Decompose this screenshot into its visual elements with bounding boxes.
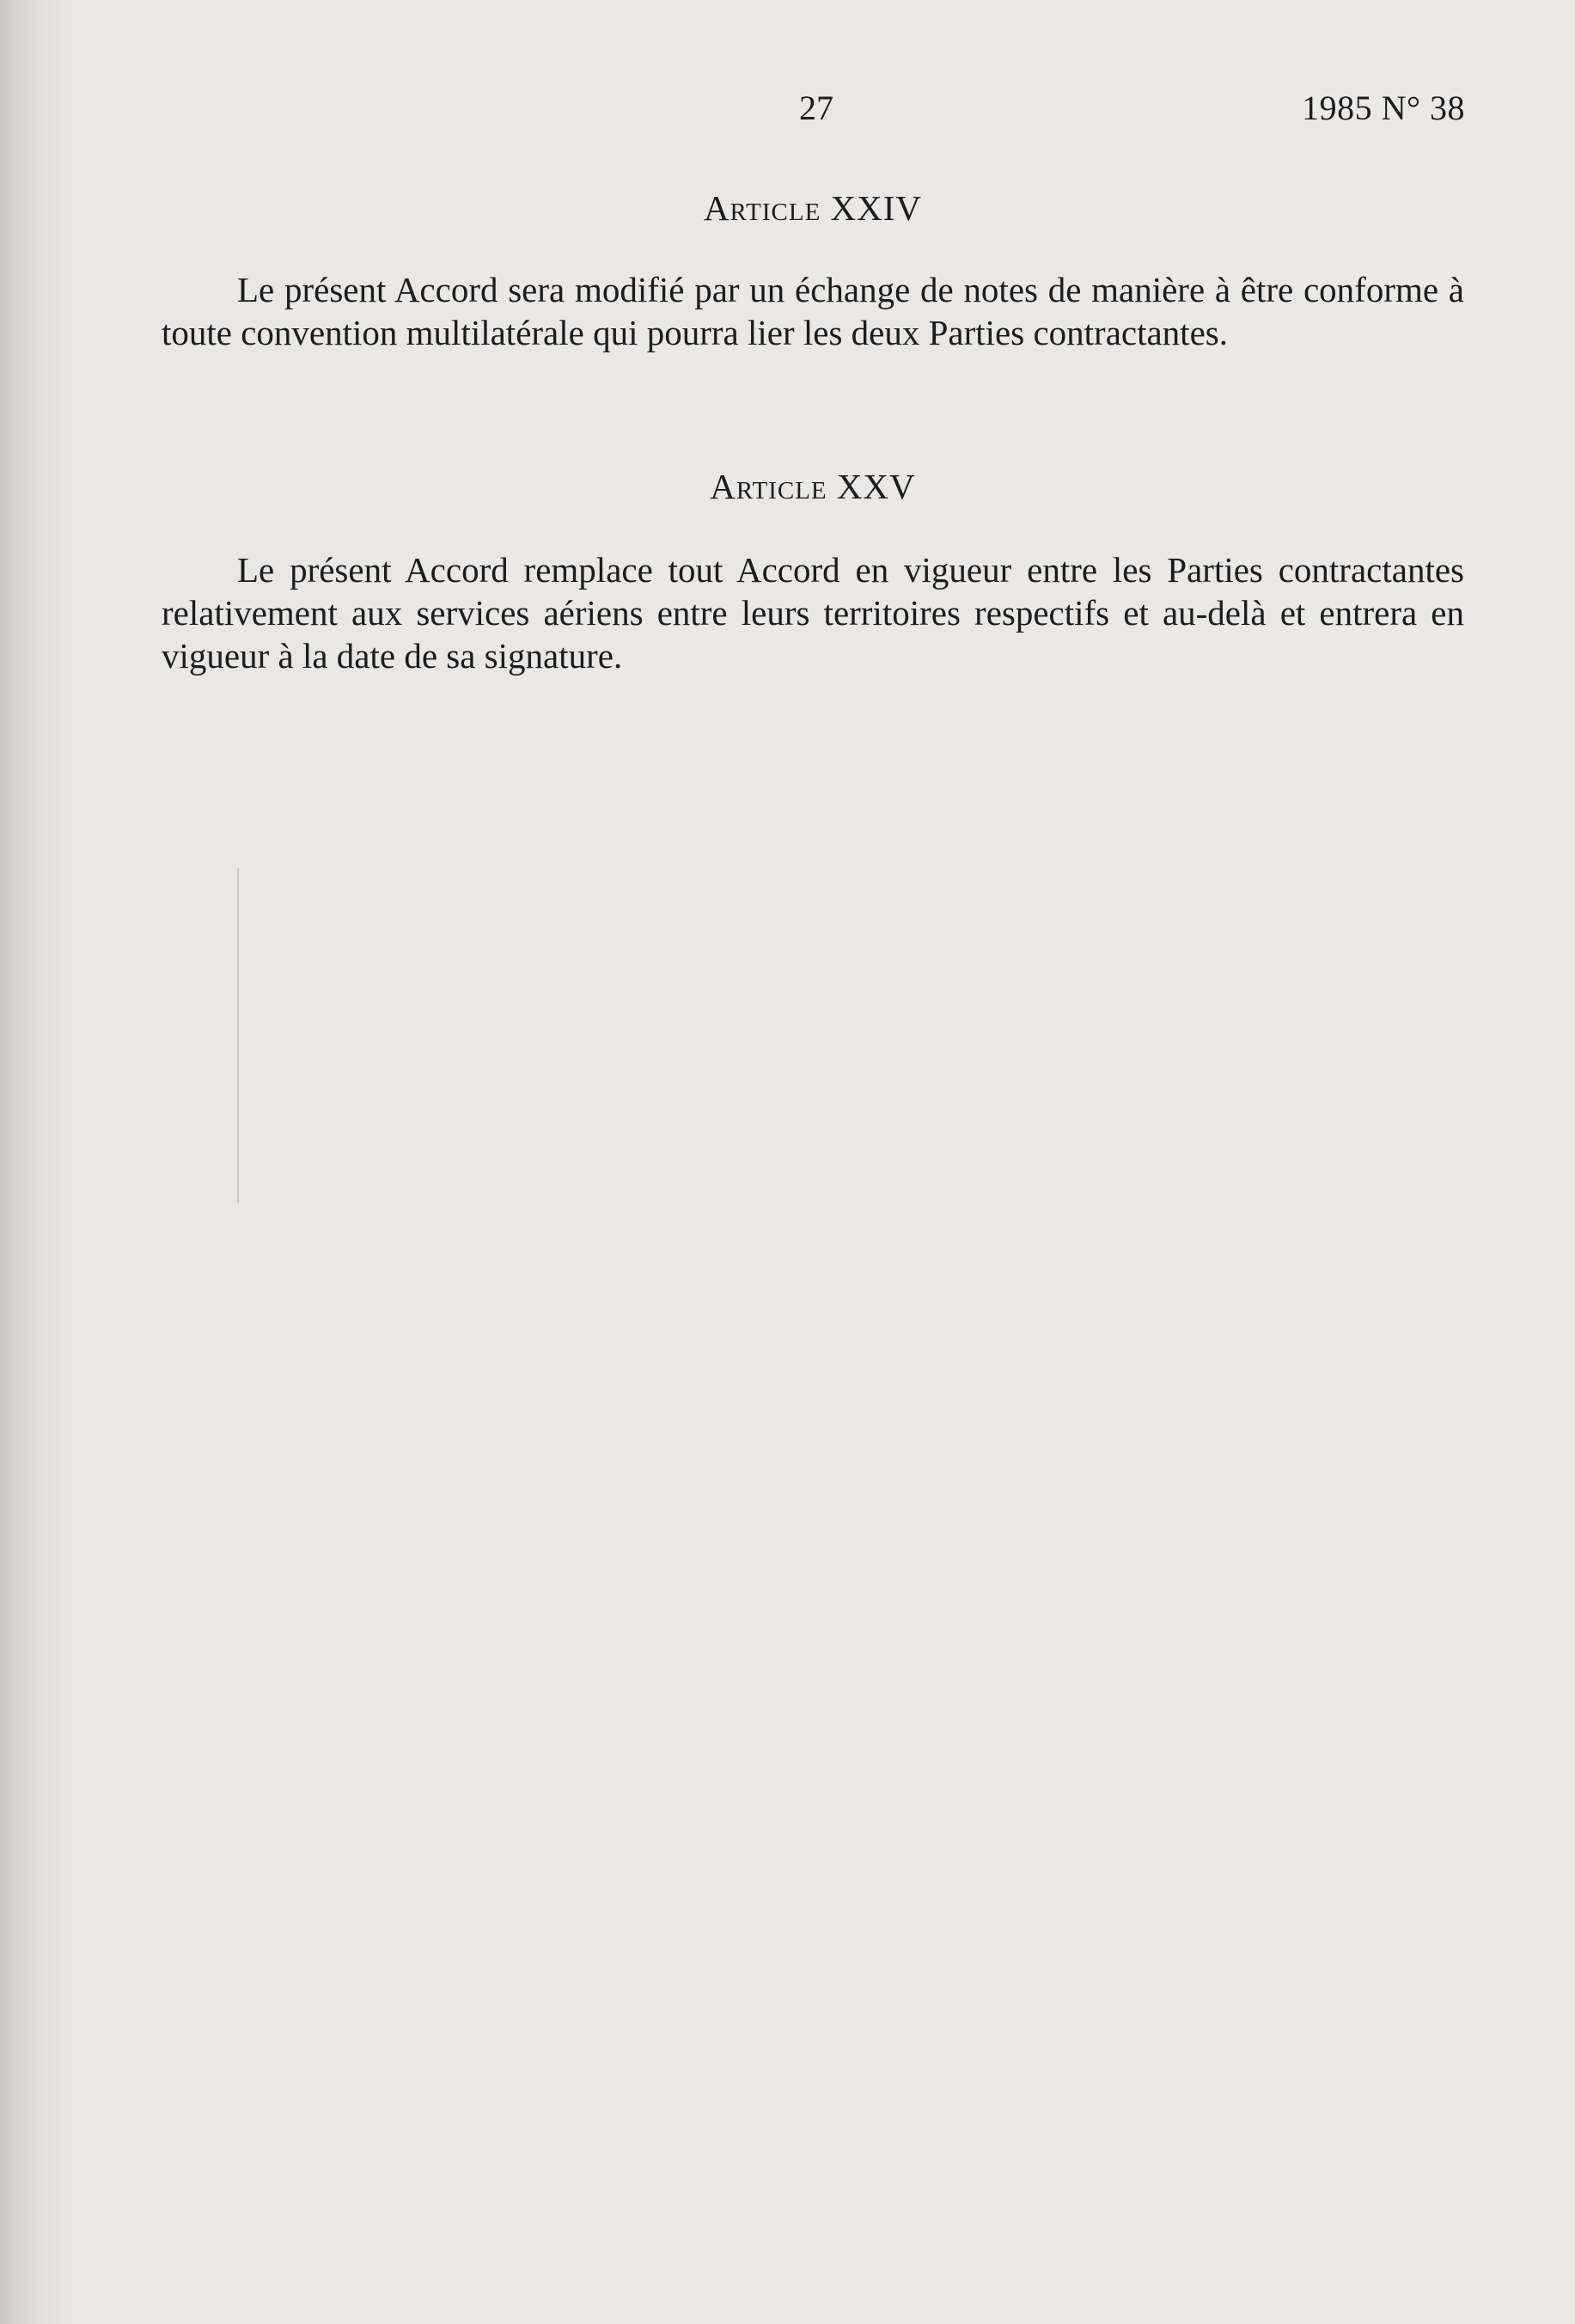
page-number: 27 <box>799 89 833 127</box>
margin-rule <box>237 868 239 1203</box>
article-xxiv-heading: Article XXIV <box>703 188 923 228</box>
document-reference: 1985 N° 38 <box>1302 89 1465 127</box>
article-xxv-heading: Article XXV <box>710 467 916 506</box>
article-xxiv-body: Le présent Accord sera modifié par un échange de notes de manière à être conforme à toute convention multilatérale qui pourra lier les deux Parties contractantes. <box>162 270 1464 352</box>
article-xxv-body: Le présent Accord remplace tout Accord en vigueur entre les Parties contractantes relativement aux services aériens entre leurs territoires respectifs et au-delà et entrera en vigueur à la date de sa signature. <box>162 550 1464 676</box>
